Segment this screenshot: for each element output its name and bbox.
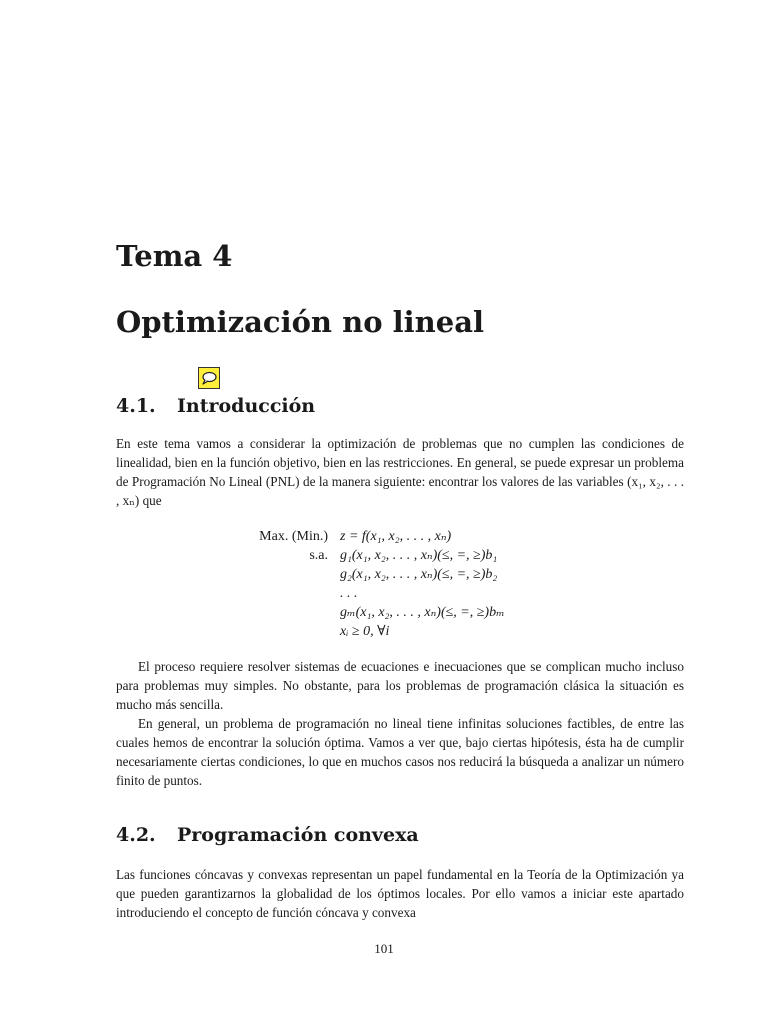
math-label bbox=[240, 584, 340, 603]
speech-bubble-icon bbox=[201, 371, 217, 385]
math-expression: z = f(x₁, x₂, . . . , xₙ) bbox=[340, 529, 452, 544]
math-label: s.a. bbox=[309, 548, 328, 563]
math-label bbox=[240, 603, 340, 622]
section-number: 4.1. bbox=[116, 395, 156, 417]
paragraph-convex: Las funciones cóncavas y convexas representan un papel fundamental en la Teoría de la Optimización ya que pueden garantizarnos la globalidad de los óptimos locales. Por ello vamos a iniciar este apartado introduciendo el concepto de función cóncava y convexa bbox=[116, 867, 684, 920]
paragraph-general: En general, un problema de programación no lineal tiene infinitas soluciones factibles, de entre las cuales hemos de encontrar la solución óptima. Vamos a ver que, bajo ciertas hipótesis, ésta ha de cumplir necesariamente ciertas condiciones, lo que en muchos casos nos reducirá la búsqueda a analizar un número finito de puntos. bbox=[116, 716, 684, 788]
math-expression: xᵢ ≥ 0, ∀i bbox=[340, 624, 390, 639]
math-row bbox=[240, 546, 660, 565]
section-number: 4.2. bbox=[116, 824, 156, 846]
section-title: Programación convexa bbox=[177, 824, 419, 846]
paragraph-process: El proceso requiere resolver sistemas de ecuaciones e inecuaciones que se complican mucho incluso para problemas muy simples. No obstante, para los problemas de programación clásica la situación es mucho más sencilla. bbox=[116, 659, 684, 712]
chapter-title: Optimización no lineal bbox=[116, 305, 485, 339]
math-label bbox=[240, 622, 340, 641]
math-row bbox=[240, 584, 660, 603]
math-expression: . . . bbox=[340, 586, 358, 601]
math-expression: g₁(x₁, x₂, . . . , xₙ)(≤, =, ≥)b₁ bbox=[340, 548, 498, 563]
math-row bbox=[240, 622, 660, 641]
math-row bbox=[240, 565, 660, 584]
section-heading-convex bbox=[116, 822, 419, 848]
paragraph-intro: En este tema vamos a considerar la optimización de problemas que no cumplen las condiciones de linealidad, bien en la función objetivo, bien en las restricciones. En general, se puede expresar un problema de Programación No Lineal (PNL) de la manera siguiente: encontrar los valores de las variables (x₁, x₂, . . . , xₙ) que bbox=[116, 436, 684, 508]
math-expression: g₂(x₁, x₂, . . . , xₙ)(≤, =, ≥)b₂ bbox=[340, 567, 498, 582]
math-label bbox=[240, 565, 340, 584]
math-row bbox=[240, 603, 660, 622]
section-heading-intro bbox=[116, 393, 315, 419]
section-title: Introducción bbox=[177, 395, 316, 417]
chapter-label: Tema 4 bbox=[116, 239, 233, 273]
math-row bbox=[240, 527, 660, 546]
math-label: Max. (Min.) bbox=[259, 529, 328, 544]
math-expression: gₘ(x₁, x₂, . . . , xₙ)(≤, =, ≥)bₘ bbox=[340, 605, 505, 620]
comment-icon[interactable] bbox=[198, 367, 220, 389]
pnl-formulation bbox=[240, 527, 660, 641]
page-number: 101 bbox=[374, 941, 394, 956]
